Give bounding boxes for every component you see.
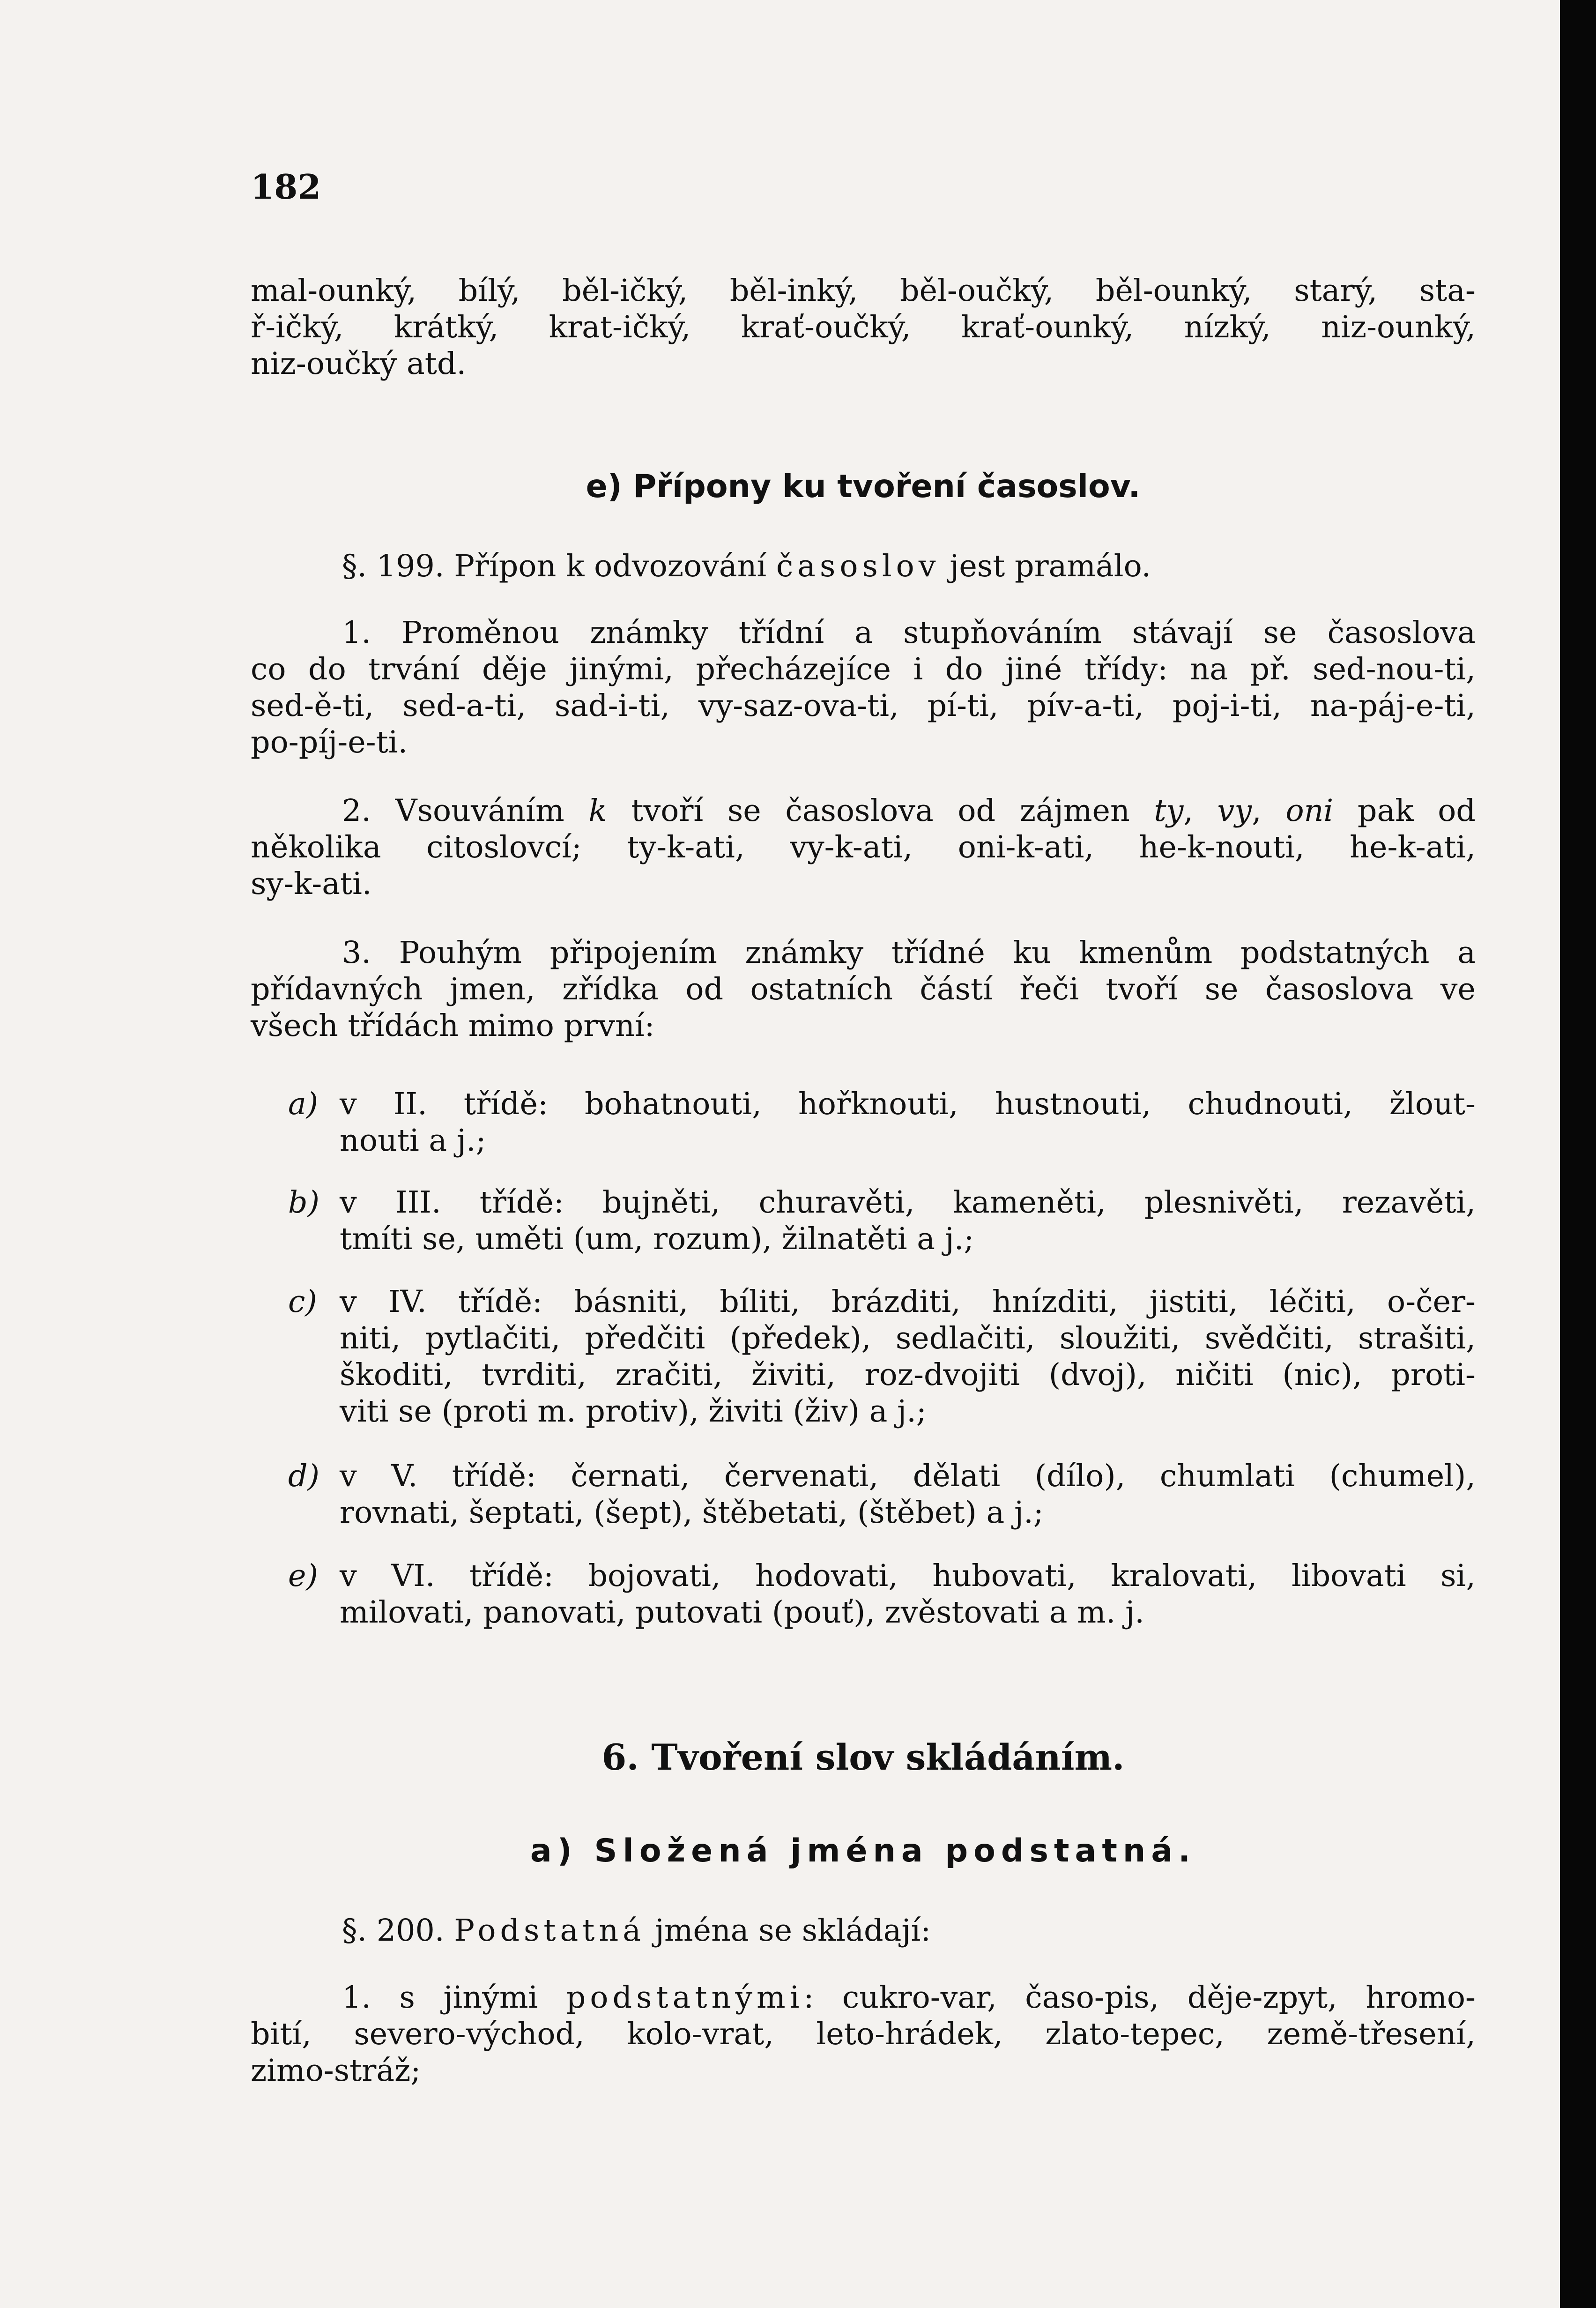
p2-italic-ty: ty bbox=[1154, 793, 1184, 828]
section-200-suffix: jména se skládají: bbox=[645, 1913, 931, 1948]
paragraph-line: co do trvání děje jinými, přecházejíce i do jiné třídy: na př. sed-nou-ti, bbox=[251, 652, 1476, 687]
section-199-intro bbox=[342, 548, 1476, 585]
intro-paragraph bbox=[251, 273, 1476, 382]
item-line: nouti a j.; bbox=[340, 1123, 486, 1158]
section-199-spaced: časoslov bbox=[776, 549, 940, 584]
paragraph-line: přídavných jmen, zřídka od ostatních částí řeči tvoří se časoslova ve bbox=[251, 972, 1476, 1007]
intro-line: ř-ičký, krátký, krat-ičký, krať-oučký, krať-ounký, nízký, niz-ounký, bbox=[251, 310, 1476, 345]
item-line: v V. třídě: černati, červenati, dělati (dílo), chumlati (chumel), bbox=[340, 1459, 1476, 1494]
p2-text: , bbox=[1252, 793, 1286, 828]
item-line: škoditi, tvrditi, zračiti, živiti, roz-dvojiti (dvoj), ničiti (nic), proti- bbox=[340, 1357, 1476, 1392]
item-label: e) bbox=[288, 1558, 318, 1593]
p2-text: tvoří se časoslova od zájmen bbox=[607, 793, 1154, 828]
item-line: rovnati, šeptati, (šept), štěbetati, (štěbet) a j.; bbox=[340, 1495, 1044, 1530]
paragraph-line: několika citoslovcí; ty-k-ati, vy-k-ati, oni-k-ati, he-k-nouti, he-k-ati, bbox=[251, 830, 1476, 865]
section-heading-suffixes: e) Přípony ku tvoření časoslov. bbox=[586, 468, 1141, 505]
p200-spaced: podstatnými bbox=[566, 1980, 804, 2015]
item-line: tmíti se, uměti (um, rozum), žilnatěti a j.; bbox=[340, 1221, 974, 1257]
paragraph-200-1 bbox=[251, 1980, 1476, 2089]
paragraph-line: 1. Proměnou známky třídní a stupňováním stávají se časoslova bbox=[342, 615, 1476, 650]
p2-italic-k: k bbox=[588, 793, 607, 828]
item-label: b) bbox=[288, 1185, 319, 1220]
p2-text: 2. Vsouváním bbox=[342, 793, 589, 828]
item-line: niti, pytlačiti, předčiti (předek), sedlačiti, sloužiti, svědčiti, strašiti, bbox=[340, 1321, 1476, 1356]
subsection-heading: a) Složená jména podstatná. bbox=[530, 1832, 1196, 1869]
section-199-suffix: jest pramálo. bbox=[940, 549, 1151, 584]
paragraph-line: sy-k-ati. bbox=[251, 866, 372, 901]
paragraph-line: po-píj-e-ti. bbox=[251, 725, 408, 760]
section-200-spaced: Podstatná bbox=[454, 1913, 646, 1948]
intro-line: mal-ounký, bílý, běl-ičký, běl-inký, běl-oučký, běl-ounký, starý, sta- bbox=[251, 273, 1476, 308]
p2-text: , bbox=[1183, 793, 1217, 828]
p200-text: : cukro-var, časo-pis, děje-zpyt, hromo- bbox=[803, 1980, 1476, 2015]
page-number: 182 bbox=[251, 167, 321, 207]
item-label: a) bbox=[288, 1087, 319, 1122]
p2-text: pak od bbox=[1333, 793, 1476, 828]
item-line: v III. třídě: bujněti, churavěti, kameněti, plesnivěti, rezavěti, bbox=[340, 1185, 1476, 1220]
item-line: v II. třídě: bohatnouti, hořknouti, hustnouti, chudnouti, žlout- bbox=[340, 1087, 1476, 1122]
intro-line: niz-oučký atd. bbox=[251, 346, 467, 381]
paragraph-line: všech třídách mimo první: bbox=[251, 1008, 655, 1043]
chapter-heading: 6. Tvoření slov skládáním. bbox=[601, 1736, 1125, 1778]
paragraph-3 bbox=[251, 935, 1476, 1044]
paragraph-line: bití, severo-východ, kolo-vrat, leto-hrádek, zlato-tepec, země-třesení, bbox=[251, 2017, 1476, 2052]
item-line: milovati, panovati, putovati (pouť), zvěstovati a m. j. bbox=[340, 1595, 1144, 1630]
p2-italic-vy: vy bbox=[1217, 793, 1252, 828]
scan-edge bbox=[1560, 0, 1596, 2308]
item-label: c) bbox=[288, 1284, 317, 1319]
item-line: v VI. třídě: bojovati, hodovati, hubovati, kralovati, libovati si, bbox=[340, 1558, 1476, 1593]
paragraph-2 bbox=[251, 793, 1476, 902]
p200-text: 1. s jinými bbox=[342, 1980, 566, 2015]
paragraph-1 bbox=[251, 615, 1476, 761]
section-199-prefix: §. 199. Přípon k odvozování bbox=[342, 549, 776, 584]
item-label: d) bbox=[288, 1459, 319, 1494]
item-line: viti se (proti m. protiv), živiti (živ) a j.; bbox=[340, 1394, 927, 1429]
paragraph-line: sed-ě-ti, sed-a-ti, sad-i-ti, vy-saz-ova-ti, pí-ti, pív-a-ti, poj-i-ti, na-páj-e-ti, bbox=[251, 688, 1476, 723]
p2-italic-oni: oni bbox=[1285, 793, 1334, 828]
item-line: v IV. třídě: básniti, bíliti, brázditi, hnízditi, jistiti, léčiti, o-čer- bbox=[340, 1284, 1476, 1319]
section-200-prefix: §. 200. bbox=[342, 1913, 454, 1948]
paragraph-line: 3. Pouhým připojením známky třídné ku kmenům podstatných a bbox=[342, 935, 1476, 970]
paragraph-line: zimo-stráž; bbox=[251, 2053, 421, 2088]
section-200-intro bbox=[342, 1913, 1476, 1949]
